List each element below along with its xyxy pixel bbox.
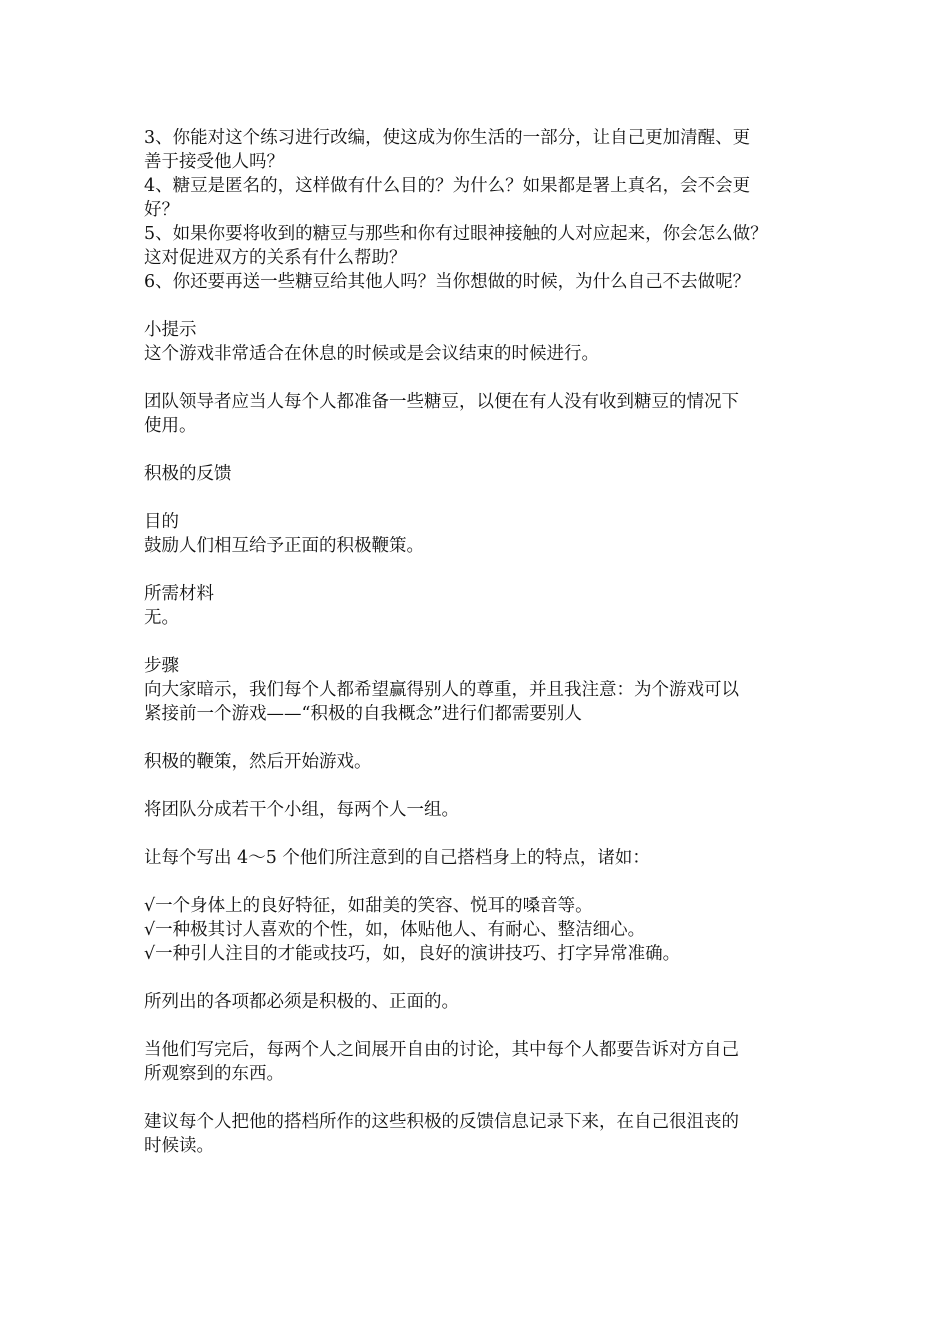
blank-line: [144, 438, 824, 462]
text-line: 3、你能对这个练习进行改编，使这成为你生活的一部分，让自己更加清醒、更: [144, 128, 751, 148]
text-line: 让每个写出 4～5 个他们所注意到的自己搭档身上的特点，诸如：: [144, 848, 650, 868]
section-heading-purpose: 目的: [144, 512, 179, 532]
blank-line: [144, 1014, 824, 1038]
text-line: 使用。: [144, 416, 197, 436]
blank-line: [144, 822, 824, 846]
section-heading-tips: 小提示: [144, 320, 197, 340]
text-line: 所观察到的东西。: [144, 1064, 284, 1084]
text-line: 时候读。: [144, 1136, 214, 1156]
text-line: 当他们写完后，每两个人之间展开自由的讨论，其中每个人都要告诉对方自己: [144, 1040, 739, 1060]
blank-line: [144, 726, 824, 750]
text-line: 建议每个人把他的搭档所作的这些积极的反馈信息记录下来，在自己很沮丧的: [144, 1112, 739, 1132]
section-heading-materials: 所需材料: [144, 584, 214, 604]
text-line: 所列出的各项都必须是积极的、正面的。: [144, 992, 459, 1012]
text-line: 将团队分成若干个小组，每两个人一组。: [144, 800, 459, 820]
text-line: 团队领导者应当人每个人都准备一些糖豆，以便在有人没有收到糖豆的情况下: [144, 392, 739, 412]
checklist-item: √一种极其讨人喜欢的个性，如，体贴他人、有耐心、整洁细心。: [144, 920, 646, 940]
blank-line: [144, 966, 824, 990]
section-title-positive-feedback: 积极的反馈: [144, 464, 232, 484]
text-line: 向大家暗示，我们每个人都希望赢得别人的尊重，并且我注意：为个游戏可以: [144, 680, 739, 700]
blank-line: [144, 774, 824, 798]
section-heading-steps: 步骤: [144, 656, 179, 676]
blank-line: [144, 486, 824, 510]
blank-line: [144, 558, 824, 582]
text-line: 5、如果你要将收到的糖豆与那些和你有过眼神接触的人对应起来，你会怎么做？: [144, 224, 768, 244]
blank-line: [144, 294, 824, 318]
blank-line: [144, 630, 824, 654]
text-line: 4、糖豆是匿名的，这样做有什么目的？为什么？如果都是署上真名，会不会更: [144, 176, 751, 196]
text-line: 积极的鞭策，然后开始游戏。: [144, 752, 372, 772]
document-body: [144, 126, 824, 1158]
text-line: 善于接受他人吗？: [144, 152, 284, 172]
checklist-item: √一种引人注目的才能或技巧，如，良好的演讲技巧、打字异常准确。: [144, 944, 681, 964]
text-line: 无。: [144, 608, 179, 628]
checklist-item: √一个身体上的良好特征，如甜美的笑容、悦耳的嗓音等。: [144, 896, 593, 916]
text-line: 鼓励人们相互给予正面的积极鞭策。: [144, 536, 424, 556]
blank-line: [144, 870, 824, 894]
blank-line: [144, 366, 824, 390]
blank-line: [144, 1086, 824, 1110]
text-line: 这个游戏非常适合在休息的时候或是会议结束的时候进行。: [144, 344, 599, 364]
text-line: 好？: [144, 200, 179, 220]
text-line: 这对促进双方的关系有什么帮助？: [144, 248, 407, 268]
text-line: 6、你还要再送一些糖豆给其他人吗？当你想做的时候，为什么自己不去做呢？: [144, 272, 751, 292]
text-line: 紧接前一个游戏——“积极的自我概念”进行们都需要别人: [144, 704, 582, 724]
